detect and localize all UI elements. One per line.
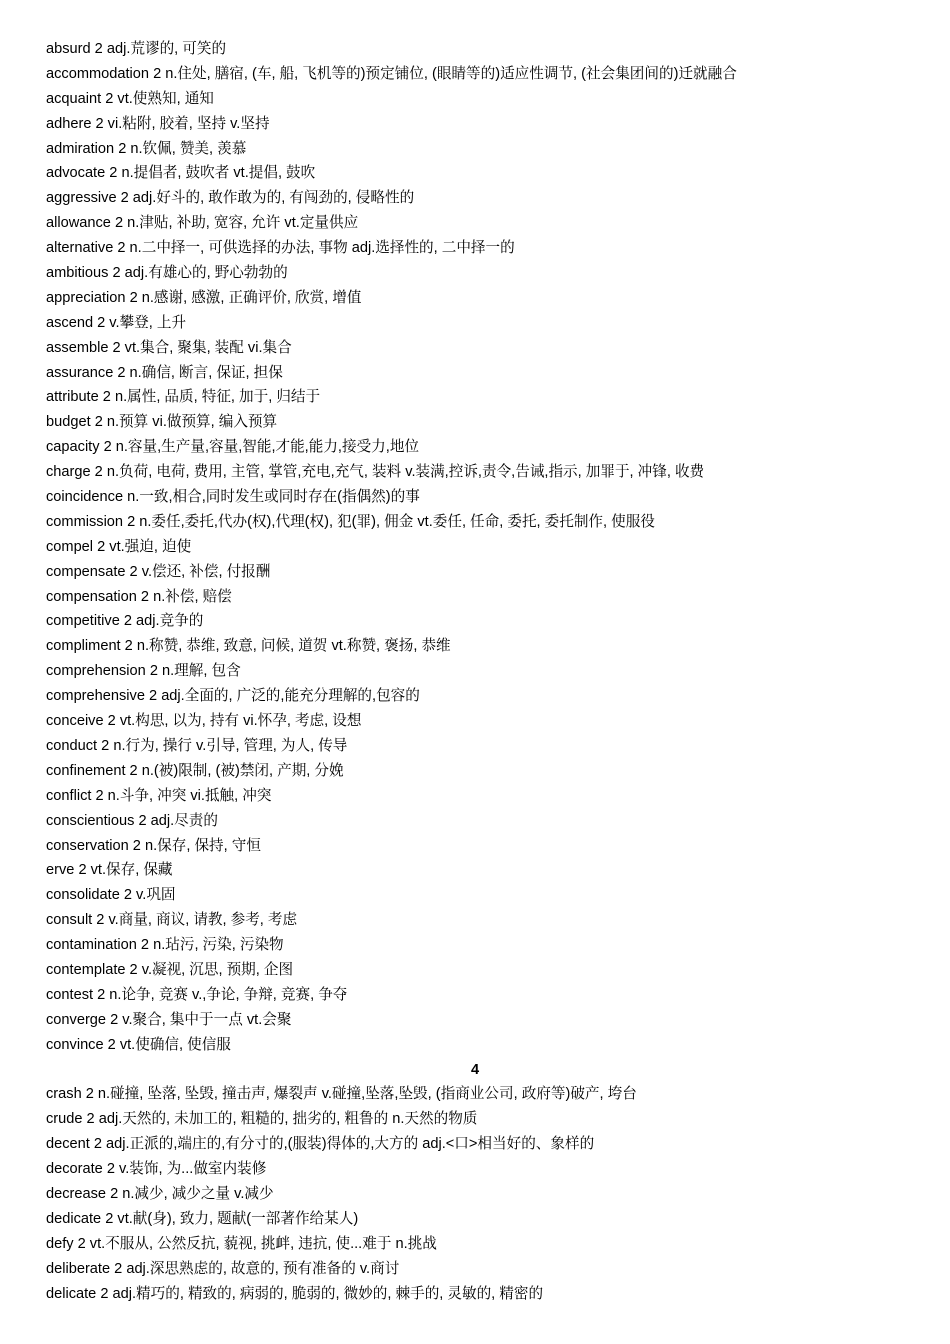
vocabulary-entry: acquaint 2 vt.使熟知, 通知 — [46, 90, 214, 107]
vocabulary-entry: budget 2 n.预算 vi.做预算, 编入预算 — [46, 414, 278, 431]
vocabulary-list-bottom — [46, 1082, 926, 1306]
vocabulary-entry: comprehension 2 n.理解, 包含 — [46, 663, 241, 680]
vocabulary-entry: allowance 2 n.津贴, 补助, 宽容, 允许 vt.定量供应 — [46, 215, 359, 232]
vocabulary-entry: contest 2 n.论争, 竞赛 v.,争论, 争辩, 竞赛, 争夺 — [46, 986, 348, 1003]
vocabulary-entry: compliment 2 n.称赞, 恭维, 致意, 问候, 道贺 vt.称赞, 褒扬, 恭维 — [46, 638, 451, 655]
vocabulary-entry: crude 2 adj.天然的, 未加工的, 粗糙的, 拙劣的, 粗鲁的 n.天然的物质 — [46, 1111, 478, 1128]
vocabulary-entry: accommodation 2 n.住处, 膳宿, (车, 船, 飞机等的)预定铺位, (眼睛等的)适应性调节, (社会集团间的)迁就融合 — [46, 65, 737, 82]
vocabulary-entry: compensation 2 n.补偿, 赔偿 — [46, 588, 232, 605]
vocabulary-entry: erve 2 vt.保存, 保藏 — [46, 862, 173, 879]
vocabulary-entry: conduct 2 n.行为, 操行 v.引导, 管理, 为人, 传导 — [46, 737, 348, 754]
vocabulary-entry: capacity 2 n.容量,生产量,容量,智能,才能,能力,接受力,地位 — [46, 439, 420, 456]
vocabulary-entry: delicate 2 adj.精巧的, 精致的, 病弱的, 脆弱的, 微妙的, 棘手的, 灵敏的, 精密的 — [46, 1285, 544, 1302]
vocabulary-entry: decrease 2 n.减少, 减少之量 v.减少 — [46, 1185, 274, 1202]
vocabulary-list-top — [46, 37, 926, 1058]
vocabulary-entry: commission 2 n.委任,委托,代办(权),代理(权), 犯(罪), 佣金 vt.委任, 任命, 委托, 委托制作, 使服役 — [46, 513, 655, 530]
vocabulary-entry: ascend 2 v.攀登, 上升 — [46, 314, 187, 331]
vocabulary-entry: advocate 2 n.提倡者, 鼓吹者 vt.提倡, 鼓吹 — [46, 165, 316, 182]
vocabulary-entry: convince 2 vt.使确信, 使信服 — [46, 1036, 231, 1053]
vocabulary-entry: conflict 2 n.斗争, 冲突 vi.抵触, 冲突 — [46, 787, 272, 804]
vocabulary-entry: ambitious 2 adj.有雄心的, 野心勃勃的 — [46, 265, 288, 282]
vocabulary-entry: consult 2 v.商量, 商议, 请教, 参考, 考虑 — [46, 912, 298, 929]
page-number: 4 — [470, 1061, 480, 1078]
vocabulary-entry: compensate 2 v.偿还, 补偿, 付报酬 — [46, 563, 271, 580]
vocabulary-entry: conscientious 2 adj.尽责的 — [46, 812, 218, 829]
vocabulary-entry: deliberate 2 adj.深思熟虑的, 故意的, 预有准备的 v.商讨 — [46, 1260, 400, 1277]
vocabulary-entry: decent 2 adj.正派的,端庄的,有分寸的,(服装)得体的,大方的 adj.<口>相当好的、象样的 — [46, 1136, 595, 1153]
vocabulary-entry: compel 2 vt.强迫, 迫使 — [46, 538, 192, 555]
vocabulary-entry: confinement 2 n.(被)限制, (被)禁闭, 产期, 分娩 — [46, 762, 344, 779]
vocabulary-entry: contemplate 2 v.凝视, 沉思, 预期, 企图 — [46, 961, 294, 978]
vocabulary-entry: attribute 2 n.属性, 品质, 特征, 加于, 归结于 — [46, 389, 321, 406]
vocabulary-entry: contamination 2 n.玷污, 污染, 污染物 — [46, 937, 284, 954]
vocabulary-entry: aggressive 2 adj.好斗的, 敢作敢为的, 有闯劲的, 侵略性的 — [46, 190, 415, 207]
document-page — [46, 37, 926, 1306]
vocabulary-entry: crash 2 n.碰撞, 坠落, 坠毁, 撞击声, 爆裂声 v.碰撞,坠落,坠毁, (指商业公司, 政府等)破产, 垮台 — [46, 1086, 637, 1103]
vocabulary-entry: assemble 2 vt.集合, 聚集, 装配 vi.集合 — [46, 339, 292, 356]
vocabulary-entry: decorate 2 v.装饰, 为...做室内装修 — [46, 1161, 267, 1178]
vocabulary-entry: competitive 2 adj.竞争的 — [46, 613, 204, 630]
vocabulary-entry: admiration 2 n.钦佩, 赞美, 羡慕 — [46, 140, 247, 157]
vocabulary-entry: appreciation 2 n.感谢, 感激, 正确评价, 欣赏, 增值 — [46, 289, 362, 306]
vocabulary-entry: coincidence n.一致,相合,同时发生或同时存在(指偶然)的事 — [46, 489, 420, 506]
vocabulary-entry: absurd 2 adj.荒谬的, 可笑的 — [46, 41, 227, 57]
vocabulary-entry: dedicate 2 vt.献(身), 致力, 题献(一部著作给某人) — [46, 1210, 359, 1227]
vocabulary-entry: converge 2 v.聚合, 集中于一点 vt.会聚 — [46, 1011, 292, 1028]
vocabulary-entry: defy 2 vt.不服从, 公然反抗, 藐视, 挑衅, 违抗, 使...难于 n.挑战 — [46, 1235, 437, 1252]
vocabulary-entry: consolidate 2 v.巩固 — [46, 887, 176, 904]
vocabulary-entry: alternative 2 n.二中择一, 可供选择的办法, 事物 adj.选择性的, 二中择一的 — [46, 240, 515, 257]
vocabulary-entry: charge 2 n.负荷, 电荷, 费用, 主管, 掌管,充电,充气, 装料 v.装满,控诉,责令,告诫,指示, 加罪于, 冲锋, 收费 — [46, 464, 705, 481]
vocabulary-entry: conceive 2 vt.构思, 以为, 持有 vi.怀孕, 考虑, 设想 — [46, 713, 362, 730]
vocabulary-entry: conservation 2 n.保存, 保持, 守恒 — [46, 837, 261, 854]
vocabulary-entry: adhere 2 vi.粘附, 胶着, 坚持 v.坚持 — [46, 115, 270, 132]
vocabulary-entry: comprehensive 2 adj.全面的, 广泛的,能充分理解的,包容的 — [46, 688, 420, 705]
vocabulary-entry: assurance 2 n.确信, 断言, 保证, 担保 — [46, 364, 283, 381]
